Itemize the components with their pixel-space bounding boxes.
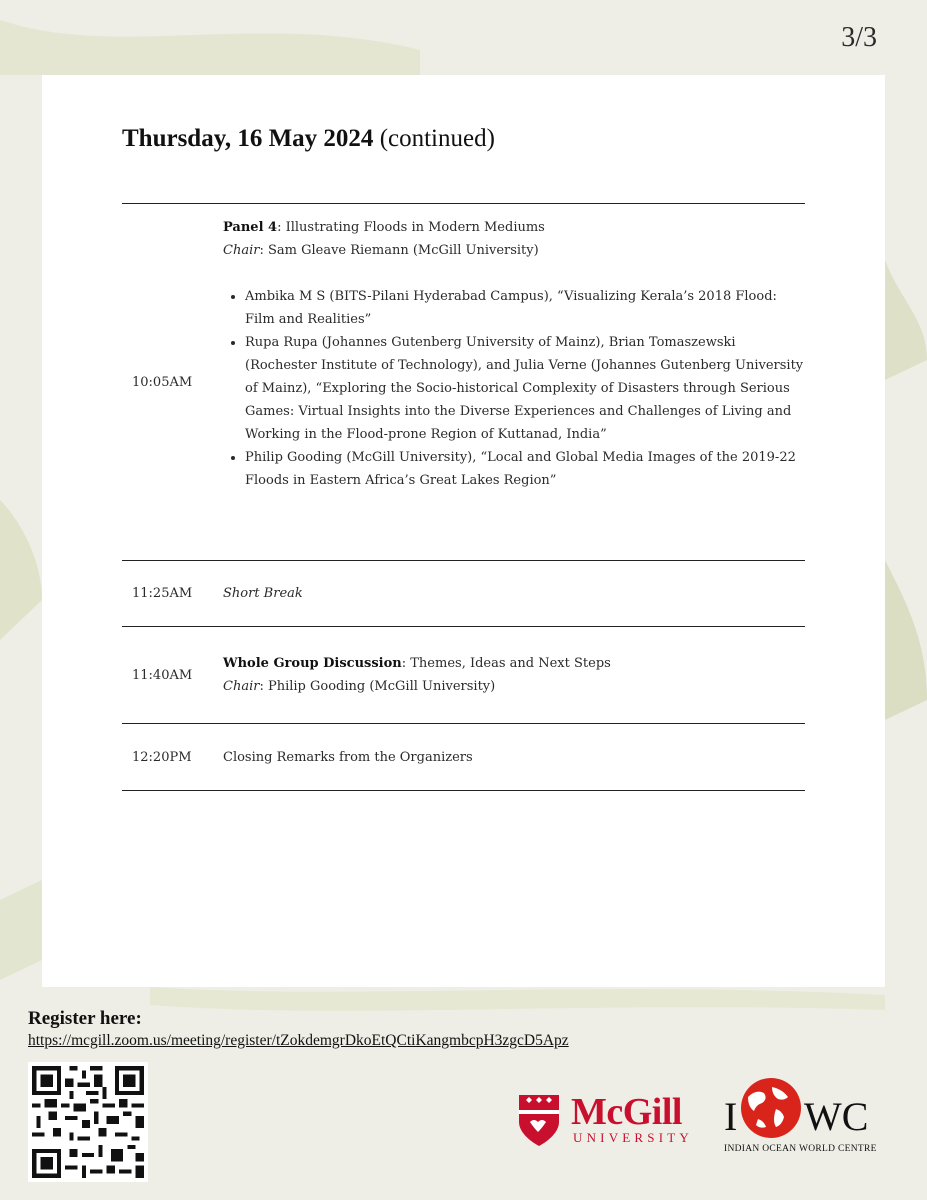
mcgill-logo — [516, 1090, 716, 1150]
register-label: Register here: — [28, 1008, 142, 1029]
qr-code[interactable] — [28, 1062, 148, 1182]
session-title: Whole Group Discussion: Themes, Ideas and Next Steps — [223, 656, 611, 671]
schedule-card — [42, 75, 885, 987]
page-heading — [122, 125, 495, 153]
schedule-row — [122, 626, 805, 723]
session-content — [223, 582, 805, 605]
list-item: • Ambika M S (BITS-Pilani Hyderabad Campus), “Visualizing Kerala’s 2018 Flood: Film and Realities” — [245, 285, 805, 331]
schedule-table — [122, 203, 805, 791]
paper-list — [223, 285, 805, 492]
mcgill-crest-icon — [516, 1092, 562, 1148]
list-item: • Rupa Rupa (Johannes Gutenberg University of Mainz), Brian Tomaszewski (Rochester Institute of Technology), and Julia Verne (Johannes Gutenberg University of Mainz), “Exploring the Socio-historical Complexity of Disasters through Serious Games: Virtual Insights into the Diverse Experiences and Challenges of Living and Working in the Flood-prone Region of Kuttanad, India” — [245, 331, 805, 446]
session-chair: Chair: Philip Gooding (McGill University) — [223, 679, 496, 694]
session-time: 12:20PM — [132, 749, 192, 765]
iowc-letter-i: I — [724, 1094, 738, 1139]
globe-icon — [738, 1075, 804, 1141]
closing-label: Closing Remarks from the Organizers — [223, 749, 473, 765]
schedule-row — [122, 723, 805, 791]
mcgill-name: McGill — [571, 1091, 682, 1133]
schedule-row — [122, 203, 805, 560]
iowc-letters-wc: WC — [804, 1094, 869, 1139]
session-content — [223, 652, 805, 698]
session-chair: Chair: Sam Gleave Riemann (McGill University) — [223, 243, 539, 258]
mcgill-subtitle: UNIVERSITY — [573, 1130, 693, 1145]
session-content — [223, 746, 805, 769]
list-item: • Philip Gooding (McGill University), “Local and Global Media Images of the 2019-22 Floods in Eastern Africa’s Great Lakes Region” — [245, 446, 805, 492]
session-time: 10:05AM — [132, 374, 193, 390]
register-section — [28, 1008, 569, 1050]
session-content — [223, 204, 805, 492]
session-title: Panel 4: Illustrating Floods in Modern Mediums — [223, 220, 545, 235]
iowc-subtitle: INDIAN OCEAN WORLD CENTRE — [724, 1144, 877, 1154]
heading-date: Thursday, 16 May 2024 — [122, 125, 374, 152]
register-link[interactable]: https://mcgill.zoom.us/meeting/register/tZokdemgrDkoEtQCtiKangmbcpH3zgcD5Apz — [28, 1032, 569, 1049]
iowc-logo — [724, 1075, 889, 1160]
break-label: Short Break — [223, 586, 303, 601]
schedule-row — [122, 560, 805, 626]
session-time: 11:40AM — [132, 667, 193, 683]
heading-note: (continued) — [379, 125, 495, 152]
page-number: 3/3 — [841, 22, 877, 53]
session-time: 11:25AM — [132, 586, 193, 601]
